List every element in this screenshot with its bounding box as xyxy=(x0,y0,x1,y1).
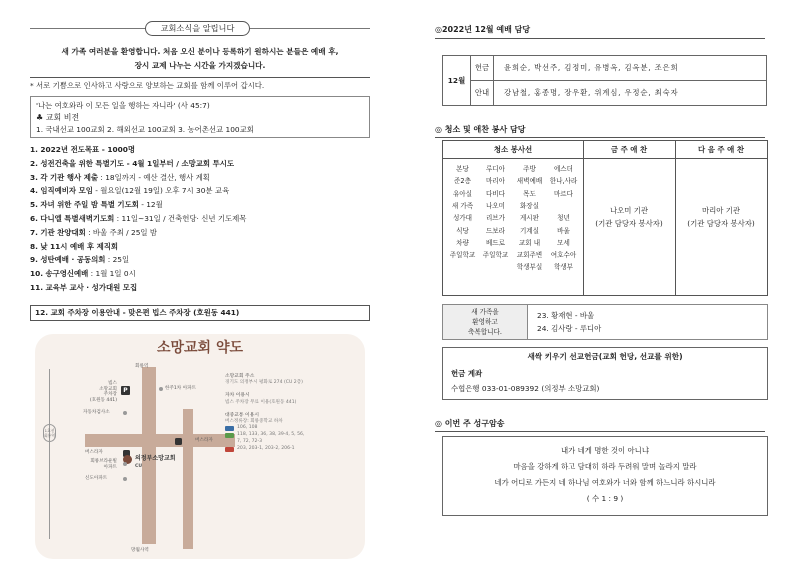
verse-line: 내가 네게 명한 것이 아니냐 xyxy=(561,446,649,455)
cleaning-cell: 목도 xyxy=(523,189,536,198)
map-label-bips: 빕스 소망교회 주차장 (호원동 441) xyxy=(89,381,117,403)
new-family-list xyxy=(537,309,601,335)
this-week-text: 나오미 기관 (기관 담당자 봉사자) xyxy=(595,206,663,228)
worship-role: 안내 xyxy=(471,81,494,106)
notice-item: 7. 기관 찬양대회 : 바울 주최 / 25일 밤 xyxy=(30,227,158,237)
worship-role: 헌금 xyxy=(471,56,494,81)
verse-reference: ( 수 1 : 9 ) xyxy=(586,494,624,503)
cleaning-cell: 드보라 xyxy=(485,226,506,235)
vision-verse: '나는 여호와라 이 모든 일을 행하는 자니라' (사 45:7) xyxy=(36,101,210,110)
verse-line: 마음을 강하게 하고 담대히 하라 두려워 말며 놀라지 말라 xyxy=(513,462,697,471)
notice-item: 4. 임직예비자 모임 - 월요일(12월 19일) 오후 7시 30분 교육 xyxy=(30,186,230,196)
bus-line: 118, 133, 36, 38, 39-4, 5, 56, xyxy=(225,432,360,439)
vision-heading: ♣ 교회 비전 xyxy=(36,113,80,122)
cleaning-cell: 기계실 xyxy=(519,226,540,235)
map-label-hoeryong-apt: 회룡브라운빌 아파트 xyxy=(90,459,117,470)
welcome-line-1: 새 가족 여러분을 환영합니다. 처음 오신 분이나 등록하기 원하시는 분들은 예배 후, xyxy=(61,47,339,56)
notice-item: 3. 각 기관 행사 제출 : 18일까지 - 예산 결산, 행사 계획 xyxy=(30,172,210,182)
notice-item: 10. 송구영신예배 : 1월 1일 0시 xyxy=(30,269,136,279)
notice-item: 8. 낮 11시 예배 후 제직회 xyxy=(30,241,119,251)
map-side-line xyxy=(49,369,50,539)
station-badge: 1호선 회룡역 xyxy=(43,424,56,442)
bus-tag-icon xyxy=(225,426,234,431)
account-number: 수협은행 033-01-089392 (의정부 소망교회) xyxy=(451,384,600,393)
cleaning-cell: 식당 xyxy=(456,226,469,235)
cleaning-cell: 여호수아 xyxy=(550,251,577,260)
parking-notice: 12. 교회 주차장 이용안내 - 맞은편 빕스 주차장 (호원동 441) xyxy=(30,305,370,321)
cleaning-cell: 루디아 xyxy=(485,165,506,173)
cleaning-cell: 학생부 xyxy=(553,263,574,272)
cleaning-cell: 마리아 xyxy=(485,177,506,186)
cleaning-cell: 바울 xyxy=(557,226,570,235)
cleaning-cell: 학생부실 xyxy=(516,263,543,272)
parking-icon: P xyxy=(121,386,130,395)
vision-items: 1. 국내선교 100교회 2. 해외선교 100교회 3. 농어촌선교 100교회 xyxy=(36,125,254,134)
cleaning-cell: 새벽예배 xyxy=(516,177,543,186)
car-text: 빕스 주차장 무료 이용(호원동 441) xyxy=(225,399,297,405)
next-week-text: 마리아 기관 (기관 담당자 봉사자) xyxy=(687,206,755,228)
verse-divider xyxy=(435,431,765,432)
cleaning-cell: 주일학교 xyxy=(482,251,509,260)
welcome-divider xyxy=(30,77,370,78)
new-family-item: 24. 김사랑 - 루디아 xyxy=(537,324,602,333)
worship-section-title: ◎2022년 12월 예배 담당 xyxy=(435,25,531,34)
cleaning-cell: 새 가족 xyxy=(451,201,474,210)
service-head-next-week: 다 음 주 애 찬 xyxy=(675,141,767,159)
service-head-this-week: 금 주 애 찬 xyxy=(583,141,675,159)
cleaning-cell: 마르다 xyxy=(553,189,574,198)
map-label-sindo: 신도아파트 xyxy=(85,476,108,481)
memory-verse-box xyxy=(442,436,768,516)
cleaning-cell: 리브가 xyxy=(485,214,506,223)
verse-section-title: ◎ 이번 주 성구암송 xyxy=(435,419,505,428)
bus-line: 106, 108 xyxy=(225,425,360,432)
notice-item: 11. 교육부 교사 · 성가대원 모집 xyxy=(30,282,138,292)
welcome-message xyxy=(30,45,370,73)
notice-item: 9. 성탄예배 · 공동의회 : 25일 xyxy=(30,255,130,265)
worship-row xyxy=(471,81,766,106)
mission-offering-title: 새싹 키우기 선교헌금(교회 헌당, 선교를 위한) xyxy=(527,352,683,361)
right-page xyxy=(400,0,800,566)
news-title: 교회소식을 알립니다 xyxy=(145,21,250,36)
map-dot xyxy=(123,477,127,481)
mission-offering-box xyxy=(442,347,768,400)
church-name: 의정부소망교회 xyxy=(135,455,176,462)
notice-item: 5. 자녀 위한 주일 밤 특별 기도회 - 12월 xyxy=(30,200,163,210)
cleaning-cell: 에스더 xyxy=(553,165,574,173)
bus-tag-icon xyxy=(225,447,234,452)
cleaning-cell: 청년 xyxy=(557,214,570,223)
transit-text: 버스정류장: 회룡중학교 하차 xyxy=(225,419,283,425)
account-heading: 헌금 계좌 xyxy=(451,369,483,378)
cleaning-cell: 주일학교 xyxy=(449,251,476,260)
bus-line: 203, 203-1, 203-2, 206-1 xyxy=(225,446,360,453)
cleaning-cell: 교회 내 xyxy=(518,238,541,247)
service-table xyxy=(442,140,768,296)
cleaning-cell: 주방 xyxy=(523,165,536,173)
transit-heading: 대중교통 이용시 xyxy=(225,412,259,418)
notice-list xyxy=(30,143,370,295)
vision-box xyxy=(30,96,370,138)
map-dot xyxy=(159,387,163,391)
map-info xyxy=(225,374,360,452)
next-week-cell xyxy=(675,159,767,295)
cleaning-cell: 나오미 xyxy=(485,201,506,210)
notice-item: 2. 성전건축을 위한 특별기도 - 4월 1일부터 / 소망교회 투시도 xyxy=(30,158,235,168)
map-label-mangwolsa: 망월사역 xyxy=(131,548,149,553)
cleaning-grid xyxy=(443,159,583,295)
map-dot xyxy=(123,462,127,466)
bus-tag-icon xyxy=(225,433,234,438)
cleaning-cell: 화장실 xyxy=(519,201,540,210)
map-dot xyxy=(123,411,127,415)
map-label-cu: CU xyxy=(135,464,143,469)
cleaning-cell: 게시판 xyxy=(519,214,540,223)
bus-line: 7, 72, 72-3 xyxy=(237,438,263,444)
service-head-cleaning: 청소 봉사선 xyxy=(443,141,583,159)
verse-line: 네가 어디로 가든지 네 하나님 여호와가 너와 함께 하느니라 하시니라 xyxy=(494,478,716,487)
cleaning-cell: 다비다 xyxy=(485,189,506,198)
worship-row xyxy=(471,56,766,81)
map-label-bus-stop: 버스라자 xyxy=(195,438,213,443)
cleaning-cell: 한나,사라 xyxy=(549,177,578,186)
cleaning-cell: 본당 xyxy=(456,165,469,173)
service-section-title: ◎ 청소 및 애찬 봉사 담당 xyxy=(435,125,526,134)
new-family-box xyxy=(442,304,768,340)
car-heading: 자차 이용시 xyxy=(225,393,250,399)
new-family-item: 23. 황재현 - 바울 xyxy=(537,311,595,320)
cleaning-cell: 교회주변 xyxy=(516,251,543,260)
cleaning-cell: 모세 xyxy=(557,238,570,247)
cleaning-cell: 유아실 xyxy=(452,189,473,198)
worship-divider xyxy=(435,38,765,39)
bus-stop-icon xyxy=(175,438,182,445)
address-text: 경기도 의정부시 평화로 274 (CU 2층) xyxy=(225,380,303,386)
map-label-hoeryong-station: 회룡역 xyxy=(135,364,149,369)
cleaning-cell: 베드로 xyxy=(485,238,506,247)
worship-table xyxy=(442,55,767,106)
address-heading: 소망교회 주소 xyxy=(225,374,255,379)
map-title: 소망교회 약도 xyxy=(156,340,244,356)
welcome-line-2: 장시 교제 나누는 시간을 가지겠습니다. xyxy=(134,61,266,70)
cleaning-cell: 준2층 xyxy=(454,177,471,186)
church-map xyxy=(35,334,365,559)
this-week-cell xyxy=(583,159,675,295)
new-family-label: 새 가족을 환영하고 축복합니다. xyxy=(443,305,528,339)
greeting-note: * 서로 기쁨으로 인사하고 사랑으로 양보하는 교회를 함께 이루어 갑시다. xyxy=(30,81,265,90)
worship-month: 12월 xyxy=(443,56,471,105)
service-divider xyxy=(435,137,765,138)
worship-names: 윤희순, 박선주, 김정미, 유병옥, 김옥분, 조은희 xyxy=(504,63,679,72)
map-label-apartment: 한주1차 아파트 xyxy=(165,386,197,391)
side-road xyxy=(183,409,193,549)
map-label-inspection: 자동차검사소 xyxy=(83,410,110,415)
notice-item: 6. 다니엘 특별새벽기도회 : 11일~31일 / 건축헌당· 신년 기도제목 xyxy=(30,213,247,223)
cleaning-cell: 성가대 xyxy=(452,214,473,223)
map-label-bus-stop-2: 버스라자 xyxy=(85,450,103,455)
notice-item: 1. 2022년 전도목표 - 1000명 xyxy=(30,145,136,154)
cleaning-cell: 차량 xyxy=(456,238,469,247)
worship-names: 강남철, 홍종명, 장우환, 위계심, 우정순, 최숙자 xyxy=(504,87,679,97)
